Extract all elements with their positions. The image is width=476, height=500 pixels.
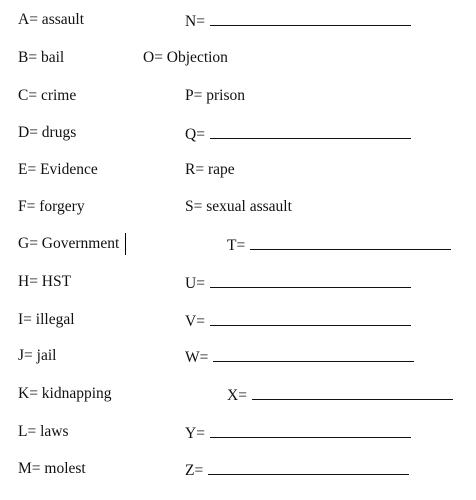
entry-y: [185, 422, 411, 442]
blank-line-t[interactable]: [250, 234, 451, 250]
entry-w-text: W=: [185, 349, 209, 366]
entry-j: [18, 346, 56, 366]
entry-d: [18, 123, 76, 143]
entry-y-text: Y=: [185, 425, 205, 442]
entry-a: [18, 10, 84, 30]
blank-line-w[interactable]: [213, 346, 414, 362]
text-cursor: [125, 233, 126, 255]
entry-a-text: A= assault: [18, 11, 84, 28]
blank-line-x[interactable]: [252, 384, 453, 400]
blank-line-v[interactable]: [210, 310, 411, 326]
blank-line-y[interactable]: [210, 422, 411, 438]
entry-h-text: H= HST: [18, 273, 72, 290]
blank-line-n[interactable]: [210, 10, 411, 26]
blank-line-z[interactable]: [208, 459, 409, 475]
entry-o-text: O= Objection: [143, 49, 228, 66]
entry-p: [185, 86, 245, 106]
blank-line-q[interactable]: [210, 123, 411, 139]
entry-p-text: P= prison: [185, 87, 245, 104]
entry-s: [185, 197, 292, 217]
entry-z: [185, 459, 409, 479]
entry-e-text: E= Evidence: [18, 161, 98, 178]
entry-k: [18, 384, 112, 404]
entry-b: [18, 48, 64, 68]
entry-u: [185, 272, 411, 292]
entry-t: [227, 234, 451, 254]
entry-r: [185, 160, 235, 180]
entry-l-text: L= laws: [18, 423, 69, 440]
entry-n-text: N=: [185, 13, 205, 30]
entry-i: [18, 310, 75, 330]
entry-h: [18, 272, 71, 292]
entry-l: [18, 422, 69, 442]
entry-z-text: Z=: [185, 462, 204, 479]
entry-c-text: C= crime: [18, 87, 77, 104]
entry-g-text: G= Government: [18, 235, 120, 252]
entry-r-text: R= rape: [185, 161, 235, 178]
entry-j-text: J= jail: [18, 347, 57, 364]
entry-x-text: X=: [227, 387, 247, 404]
entry-i-text: I= illegal: [18, 311, 75, 328]
entry-f: [18, 197, 85, 217]
entry-f-text: F= forgery: [18, 198, 85, 215]
entry-c: [18, 86, 76, 106]
entry-o: [143, 48, 228, 68]
entry-v: [185, 310, 411, 330]
entry-q: [185, 123, 411, 143]
entry-g: [18, 234, 119, 254]
entry-d-text: D= drugs: [18, 124, 77, 141]
entry-e: [18, 160, 98, 180]
entry-m: [18, 459, 86, 479]
entry-x: [227, 384, 453, 404]
entry-s-text: S= sexual assault: [185, 198, 292, 215]
entry-b-text: B= bail: [18, 49, 65, 66]
entry-v-text: V=: [185, 313, 205, 330]
entry-t-text: T=: [227, 237, 246, 254]
blank-line-u[interactable]: [210, 272, 411, 288]
entry-w: [185, 346, 414, 366]
entry-m-text: M= molest: [18, 460, 86, 477]
entry-k-text: K= kidnapping: [18, 385, 112, 402]
entry-q-text: Q=: [185, 126, 205, 143]
entry-n: [185, 10, 411, 30]
entry-u-text: U=: [185, 275, 205, 292]
